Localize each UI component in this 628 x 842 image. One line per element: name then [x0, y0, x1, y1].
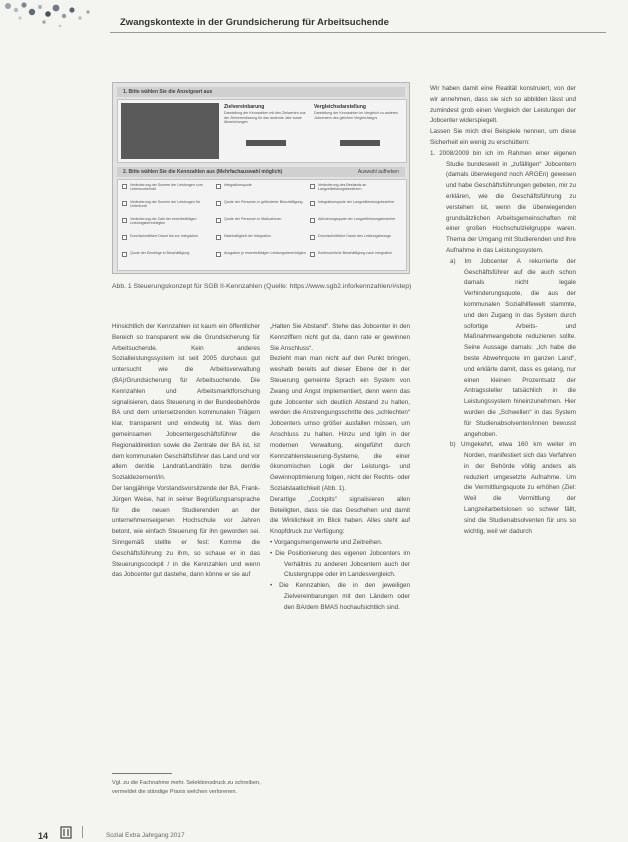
figure-kennzahl-label: Integrationsquote der Langzeitleistungsbezieher	[318, 200, 395, 204]
figure-step-2	[117, 167, 405, 177]
figure-kennzahl-checkbox	[122, 252, 127, 257]
figure-kennzahl-label: Integrationsquote	[224, 183, 252, 187]
figure-kennzahl-checkbox	[122, 235, 127, 240]
figure-card-b-text: Darstellung der Kennzahlen im Vergleich zu anderen Jobcentern des gleichen Vergleichstyps	[314, 111, 398, 120]
col2-bullet-3: • Die Kennzahlen, die in den jeweiligen Zielvereinbarungen mit den Ländern oder den BA/dem BMAS hochaufsichtlich sind.	[270, 582, 410, 611]
figure-kennzahl-label: Veränderung der Summe der Leistungen zum Lebensunterhalt	[130, 183, 203, 192]
figure-caption: Abb. 1 Steuerungskonzept für SGB II-Kennzahlen (Quelle: https://www.sgb2.info/kennzahlen/#step)	[112, 283, 412, 290]
col2-paragraph-3: Derartige „Cockpits“ signalisieren allen Beteiligten, dass sie das Geschehen und damit die Wirklichkeit im Blick haben. Alles steht auf Knopfdruck zur Verfügung:	[270, 495, 410, 536]
figure-kennzahl-checkbox	[310, 252, 315, 257]
footer-rule	[82, 826, 83, 838]
figure-step-1: 1. Bitte wählen Sie die Anzeigeart aus	[117, 87, 405, 97]
figure-kennzahl-label: Veränderung der Summe der Leistungen für Unterkunft	[130, 200, 201, 209]
figure-kennzahl-checkbox	[122, 201, 127, 206]
figure-kennzahl-label: Aktivierungsquote der Langzeitleistungsbezieher	[318, 217, 396, 221]
figure-step-2-right: Auswahl aufheben	[357, 169, 399, 175]
figure-card-a-title: Zielvereinbarung	[224, 104, 265, 110]
figure-kennzahl-label: Durchschnittliche Dauer des Leistungsbezugs	[318, 234, 391, 238]
col2-bullet-2: • Die Positionierung des eigenen Jobcenters im Verhältnis zu anderen Jobcentern auch der Clustergruppe oder im Landesvergleich.	[270, 549, 410, 579]
figure-kennzahl-checkbox	[310, 201, 315, 206]
column-3	[430, 84, 576, 537]
figure-choice-panel	[117, 99, 407, 163]
figure-screenshot	[112, 82, 410, 274]
running-header-title: Zwangskontexte in der Grundsicherung für Arbeitsuchende	[120, 17, 389, 28]
figure-kennzahl-label: Quote der Einstiege in Beschäftigung	[130, 251, 190, 255]
figure-kennzahl-checkbox	[216, 235, 221, 240]
footnote: Vgl. zu die Fachnahme mehr. Selektionsdruck zu schreiben, vermeldet die ständige Praxis welchen verlorenen.	[112, 780, 261, 795]
figure-dark-preview	[121, 103, 219, 159]
figure-kennzahl-label: Nachhaltigkeit der Integration	[224, 234, 271, 238]
figure-kennzahl-checkbox	[216, 201, 221, 206]
figure-card-a-button	[246, 140, 286, 146]
figure-card-a-text: Darstellung der Kennzahlen mit den Zielwerten aus der Zielvereinbarung für das laufende Jahr sowie Abweichungen	[224, 111, 306, 125]
figure-kennzahl-checkbox	[216, 218, 221, 223]
figure-step-2-label: 2. Bitte wählen Sie die Kennzahlen aus (Mehrfachauswahl möglich)	[123, 169, 283, 175]
col3-paragraph-1: Wir haben damit eine Realität konstruiert, von der wir annehmen, dass sie sich so abbilden lässt und zumindest grob einen Vergleich der Leistungen der Jobcenter widerspiegelt.	[430, 85, 576, 125]
col3-enum-1a: a) Im Jobcenter A rekurrierte der Geschäftsführer auf die auch schon damals nicht legale Verhinderungsquote, die aus der kommunalen Sozialhilfewelt stammte, und den Zugang in das System durch sofortige Arbeits- und Maßnahmeangebote reduzieren sollte. Seine Aussage damals: „Ich habe die beste Abwehrquote im ganzen Land“, und erklärte damit, dass es gelang, nur einen kleinen Prozentsatz der Antragssteller tatsächlich in die Leistungssystem hineinzunehmen. Hier wurden die „Schwellen“ in das System für Studienabsolventen/innen bewusst angehoben.	[450, 257, 576, 438]
figure-kennzahl-checkbox	[122, 218, 127, 223]
col3-enum-1: 1. 2008/2009 bin ich im Rahmen einer eigenen Studie bundesweit in „zufälligen“ Jobcentern (damals überwiegend noch ARGEn) gewesen und habe Geschäftsführungen gebeten, mir zu erklären, wie die Geschäftsführung zu verstehen ist, wenn die überwiegenden grundsätzlichen Arbeitsgemeinschaften mit einer großen Hochschulzielgruppe waren. Thema der Umgang mit Studierenden und ihre Aufnahme in das Leistungssystem.	[430, 149, 576, 254]
figure-kennzahl-label: Durchschnittliche Dauer bis zur Integration	[130, 234, 198, 238]
figure-kennzahl-label: Veränderung der Zahl der erwerbsfähigen Leistungsberechtigten	[130, 217, 197, 226]
figure-kennzahl-checkbox	[310, 184, 315, 189]
figure-kennzahl-label: Quote der Personen in Maßnahmen	[224, 217, 282, 221]
column-1	[112, 322, 260, 581]
col3-enum-1b: b) Umgekehrt, etwa 160 km weiter im Norden, manifestiert sich das Verfahren in der Behörde völlig anders als reduziert umgesetzte Aufnahme. Um die Vermittlungsquote zu erhöhen (Ziel: Weil die Vermittlung der Langzeitarbeitslosen so schwer fällt, sind die Studienabsolventen für uns so wichtig, weil wir dadurch	[450, 441, 576, 535]
footnote-rule	[112, 773, 172, 774]
col2-bullet-1: • Vorgangsmengenwerte und Zeitreihen.	[270, 538, 383, 546]
col2-paragraph-2: Bezieht man man nicht auf den Punkt bringen, weshalb bereits auf dieser Ebene der in der Steuerung gemeinte Sprach ein System von Zwang und Angst implementiert, denn wenn das gute Jobcenter sich deutlich Abstand zu halten, werden die Anstrengungsschritte des „schlechten“ Jobcenters umso größer ausfallen müssen, um Anschluss zu halten. Hinzu und lgiln in der modernen Verwaltung, eingeführt durch Kennzahlensteuerung-Systeme, die einer ökonomischen Logik der Leistungs- und Gewinnoptimierung folgen, nicht der Rechts- oder Sozialstaatlichkeit (Abb. 1).	[270, 355, 410, 492]
col1-paragraph-2: Der langjährige Vorstandsvorsitzende der BA, Frank-Jürgen Weise, hat in seiner Begrüßungsansprache für die neuen Studierenden an der unternehmenseigenen Hochschule vor Jahren betont, wie einfach Steuerung für ihn geworden sei. Sinngemäß stellte er fest: Komme die Geschäftsführung zu ihm, so schaue er in das Steuerungscockpit / in die Kennzahlen und wenn das Jobcenter gut dastehe, dann könne er sie auf	[112, 484, 260, 579]
col3-paragraph-2: Lassen Sie mich drei Beispiele nennen, um diese Sicherheit ein wenig zu erschüttern:	[430, 128, 576, 146]
figure-kennzahl-checkbox	[122, 184, 127, 189]
figure-kennzahl-checkbox	[216, 184, 221, 189]
figure-kennzahl-label: Kontinuierliche Beschäftigung nach Integration	[318, 251, 393, 255]
figure-kennzahlen-panel	[117, 179, 407, 271]
header-rule	[110, 32, 606, 33]
figure-kennzahl-checkbox	[216, 252, 221, 257]
journal-logo-icon	[60, 826, 72, 839]
figure-card-b-title: Vergleichsdarstellung	[314, 104, 366, 110]
col1-paragraph-1: Hinsichtlich der Kennzahlen ist kaum ein öffentlicher Bereich so transparent wie die Grundsicherung für Arbeitsuchende. Kein anderes Sozialleistungssystem ist seit 2005 durchaus gut untersucht wie die Arbeitsverwaltung (BA)/Grundsicherung für Arbeitsuchende. Die Kennzahlen und Arbeitsmarktforschung signalisieren, dass Steuerung in der Bundesbehörde BA und dem untersetzenden kommunalen Trägern klar, transparent und eindeutig ist. Was dem gemeinsamen Jobcentergeschäftsführer die Regionaldirektion sowie die Zentrale der BA ist, ist dem kommunalen Geschäftsführer das Land und vor allem der/die Landrat/Landrätin bzw. der/die Sozialdezernent/in.	[112, 323, 260, 482]
page-number: 14	[38, 831, 49, 841]
column-2	[270, 322, 410, 614]
figure-kennzahl-label: Ausgaben je erwerbsfähigen Leistungsberechtigten	[224, 251, 306, 255]
figure-card-b-button	[340, 140, 380, 146]
figure-kennzahl-checkbox	[310, 235, 315, 240]
col2-paragraph-1: „Halten Sie Abstand“. Stehe das Jobcenter in den Kennziffern nicht gut da, dann rate er gewinnen Sie Anschluss“.	[270, 323, 410, 352]
figure-kennzahl-label: Quote der Personen in geförderter Beschäftigung	[224, 200, 303, 204]
journal-name: Sozial Extra Jahrgang 2017	[106, 832, 185, 839]
decorative-dots-logo	[0, 0, 110, 40]
figure-kennzahl-checkbox	[310, 218, 315, 223]
figure-kennzahl-label: Veränderung des Bestands an Langzeitleistungsbeziehern	[318, 183, 367, 192]
